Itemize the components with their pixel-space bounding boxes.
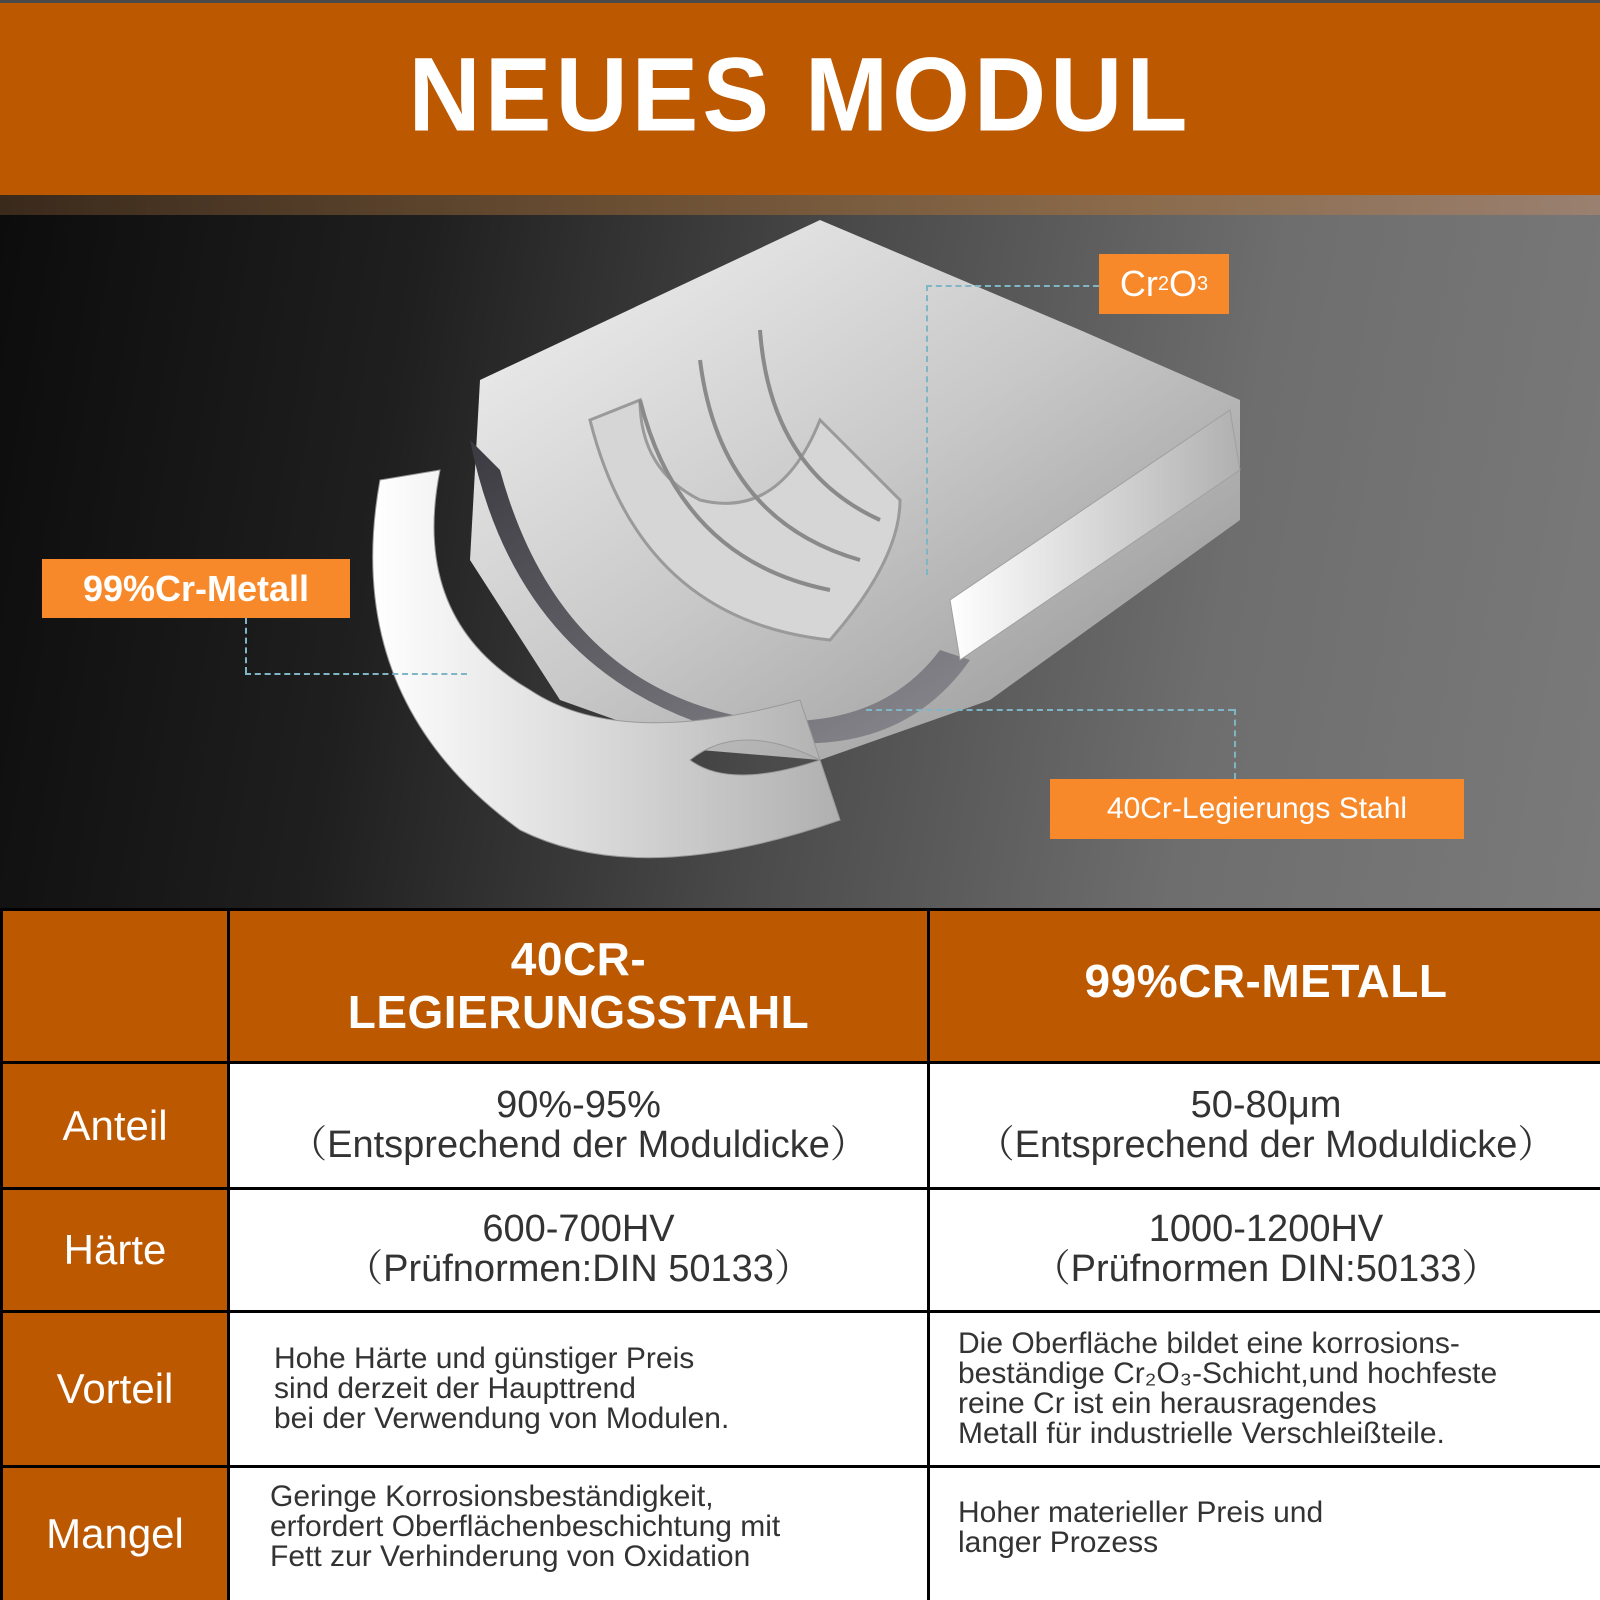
leader-line-cr2o3-v	[926, 285, 928, 575]
cell-line: langer Prozess	[958, 1526, 1159, 1559]
leader-line-cr2o3-h	[926, 285, 1099, 287]
row-label-anteil: Anteil	[2, 1063, 229, 1189]
table-row	[2, 1063, 1600, 1189]
leader-line-99-v	[245, 618, 247, 673]
leader-line-40-v	[1234, 709, 1236, 779]
row-label-haerte: Härte	[2, 1189, 229, 1312]
cell-line: beständige Cr₂O₃-Schicht,und hochfeste	[958, 1357, 1498, 1390]
leader-line-99-h	[245, 673, 467, 675]
cell-line: Hoher materieller Preis und	[958, 1496, 1324, 1529]
cell-main: 50-80μm	[1190, 1083, 1342, 1126]
header-banner	[0, 0, 1600, 195]
cell-main: 1000-1200HV	[1148, 1208, 1384, 1251]
page-title: NEUES MODUL	[408, 35, 1192, 154]
cell-main: 600-700HV	[482, 1208, 675, 1251]
label-cr2o3-sub1: 2	[1157, 272, 1169, 295]
cell-haerte-alloy	[229, 1189, 929, 1312]
table-row	[2, 1312, 1600, 1467]
cell-line: reine Cr ist ein herausragendes	[958, 1387, 1377, 1420]
cell-mangel-chrome	[929, 1467, 1600, 1600]
row-label-mangel: Mangel	[2, 1467, 229, 1600]
cell-vorteil-alloy	[229, 1312, 929, 1467]
label-cr2o3-cr: Cr	[1119, 263, 1158, 304]
comparison-table	[0, 908, 1600, 1600]
leader-line-40-h	[866, 709, 1234, 711]
cell-note: （Prüfnormen DIN:50133）	[1032, 1248, 1500, 1290]
cell-line: Fett zur Verhinderung von Oxidation	[270, 1540, 751, 1573]
cell-vorteil-chrome	[929, 1312, 1600, 1467]
column-header-line-1: 40CR-	[510, 933, 647, 986]
cell-line: erfordert Oberflächenbeschichtung mit	[270, 1510, 781, 1543]
cell-line: Die Oberfläche bildet eine korrosions-	[958, 1327, 1460, 1360]
cell-note: （Prüfnormen:DIN 50133）	[345, 1248, 812, 1290]
label-alloy-steel: 40Cr-Legierungs Stahl	[1050, 779, 1464, 839]
cell-note: （Entsprechend der Moduldicke）	[976, 1123, 1556, 1166]
cell-line: Geringe Korrosionsbeständigkeit,	[270, 1480, 714, 1513]
table-header-row	[2, 910, 1600, 1063]
cell-note: （Entsprechend der Moduldicke）	[289, 1123, 868, 1166]
cell-line: Metall für industrielle Verschleißteile.	[958, 1417, 1445, 1450]
label-cr2o3-sub2: 3	[1197, 272, 1209, 295]
column-header-line-2: LEGIERUNGSSTAHL	[347, 986, 810, 1038]
cell-anteil-alloy	[229, 1063, 929, 1189]
label-cr2o3	[1099, 254, 1229, 314]
cell-main: 90%-95%	[496, 1083, 661, 1126]
cell-line: sind derzeit der Haupttrend	[274, 1372, 636, 1405]
cell-mangel-alloy	[229, 1467, 929, 1600]
table-row	[2, 1467, 1600, 1600]
cell-haerte-chrome	[929, 1189, 1600, 1312]
table-corner-cell	[2, 910, 229, 1063]
column-header-alloy-steel	[229, 910, 929, 1063]
table-row	[2, 1189, 1600, 1312]
row-label-vorteil: Vorteil	[2, 1312, 229, 1467]
column-header-chrome-metal: 99%CR-METALL	[929, 910, 1600, 1063]
cell-line: Hohe Härte und günstiger Preis	[274, 1342, 695, 1375]
label-cr2o3-o: O	[1168, 263, 1197, 304]
label-chrome-metal: 99%Cr-Metall	[42, 559, 350, 618]
cell-anteil-chrome	[929, 1063, 1600, 1189]
cell-line: bei der Verwendung von Modulen.	[274, 1402, 730, 1435]
